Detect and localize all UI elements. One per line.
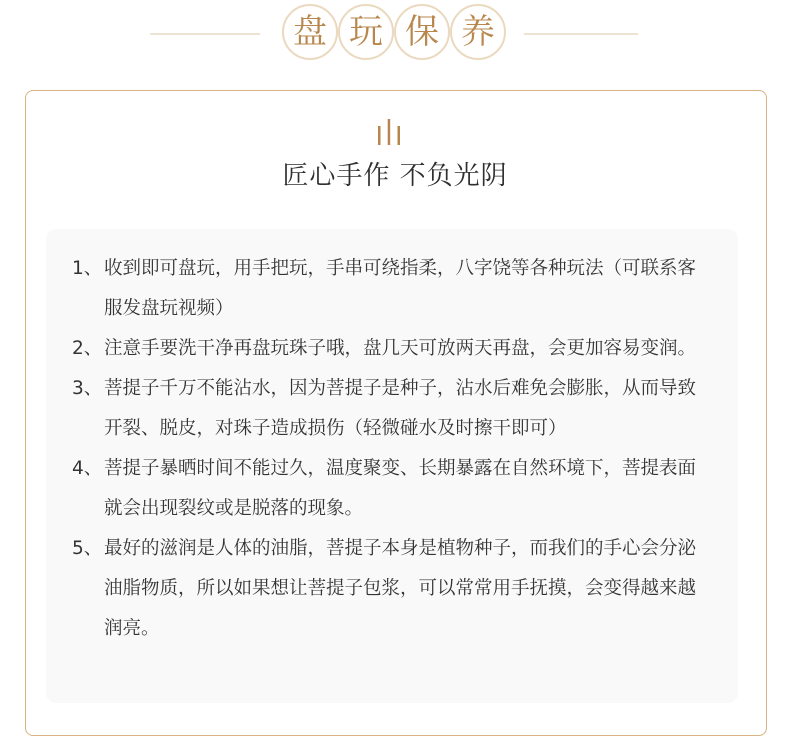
title-char-4: 养 — [450, 4, 506, 60]
title-char-1: 盘 — [282, 4, 338, 60]
list-item — [72, 249, 712, 329]
list-item-text: 菩提子暴晒时间不能过久，温度聚变、长期暴露在自然环境下，菩提表面就会出现裂纹或是脱落的现象。 — [104, 458, 697, 519]
header-divider-right — [524, 33, 638, 35]
list-item-text: 注意手要洗干净再盘玩珠子哦，盘几天可放两天再盘，会更加容易变润。 — [104, 338, 697, 359]
list-item-number: 5、 — [72, 538, 103, 559]
list-item-number: 1、 — [72, 258, 103, 279]
list-item-text: 最好的滋润是人体的油脂，菩提子本身是植物种子，而我们的手心会分泌油脂物质，所以如果想让菩提子包浆，可以常常用手抚摸，会变得越来越润亮。 — [104, 538, 697, 639]
list-item-number: 4、 — [72, 458, 103, 479]
list-item-text: 菩提子千万不能沾水，因为菩提子是种子，沾水后难免会膨胀，从而导致开裂、脱皮，对珠子造成损伤（轻微碰水及时擦干即可） — [104, 378, 697, 439]
list-item — [72, 369, 712, 449]
title-char-2: 玩 — [338, 4, 394, 60]
section-header — [0, 0, 790, 66]
list-item-number: 3、 — [72, 378, 103, 399]
care-notes-list — [72, 249, 712, 649]
header-divider-left — [150, 33, 260, 35]
list-item — [72, 329, 712, 369]
list-item — [72, 449, 712, 529]
three-vertical-bars-icon — [376, 117, 402, 147]
section-title — [277, 4, 509, 64]
title-char-3: 保 — [394, 4, 450, 60]
list-item — [72, 529, 712, 649]
list-item-text: 收到即可盘玩，用手把玩，手串可绕指柔，八字饶等各种玩法（可联系客服发盘玩视频） — [104, 258, 697, 319]
list-item-number: 2、 — [72, 338, 103, 359]
slogan: 匠心手作 不负光阴 — [282, 161, 508, 191]
